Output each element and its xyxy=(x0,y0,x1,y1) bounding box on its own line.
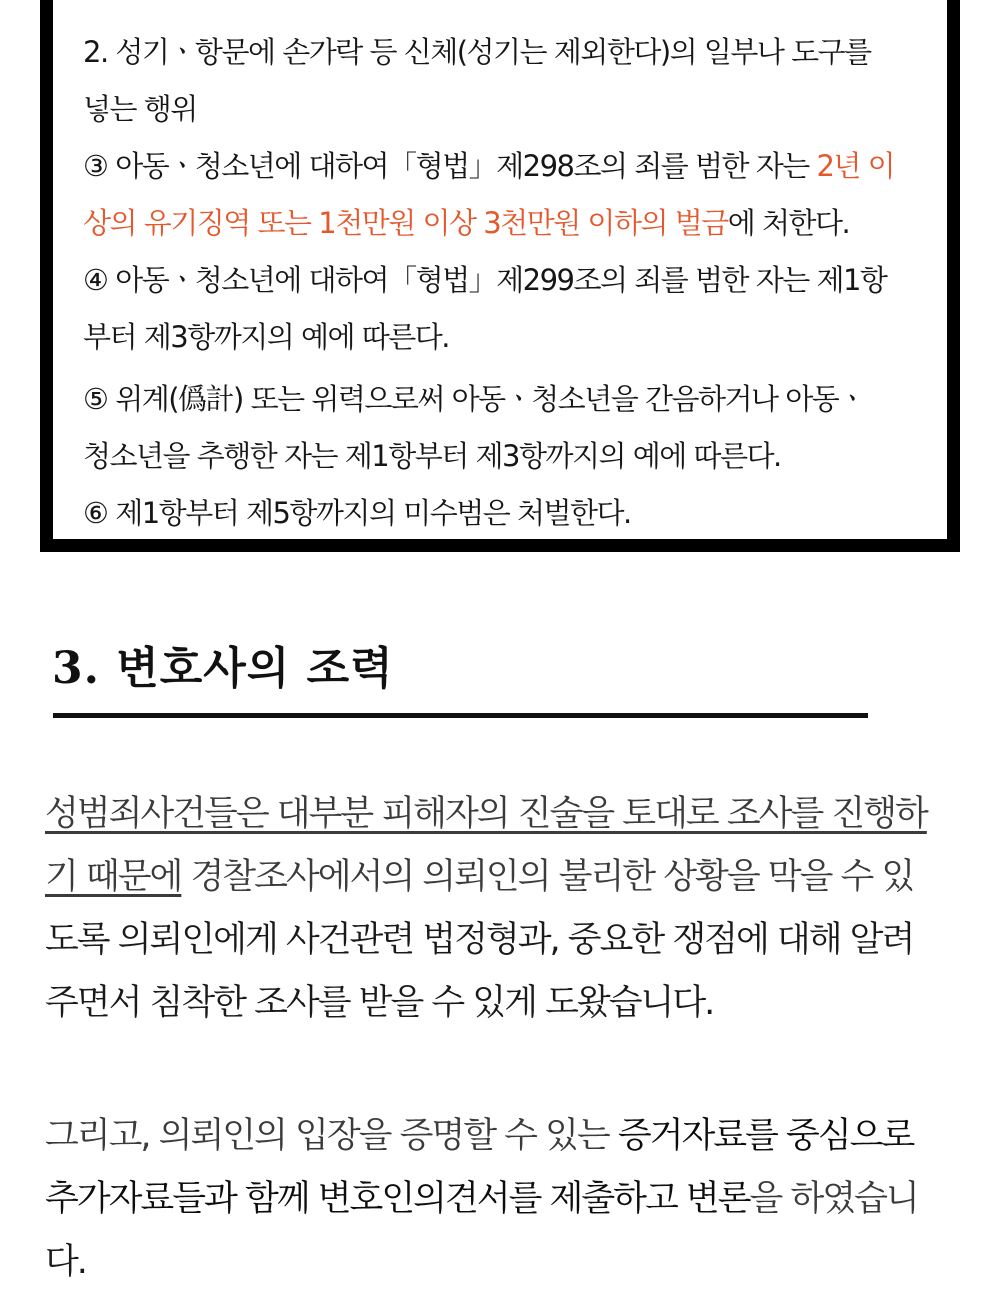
law-clause-4-line-1: ④ 아동ㆍ청소년에 대하여「형법」제299조의 죄를 범한 자는 제1항 xyxy=(83,263,887,297)
underlined-phrase-end: 기 때문에 xyxy=(45,857,182,897)
paragraph-1-text: 경찰조사에서의 의뢰인의 불리한 상황을 막을 수 있 xyxy=(181,857,914,897)
penalty-highlight: 상의 유기징역 또는 1천만원 이상 3천만원 이하의 벌금 xyxy=(83,206,728,240)
paragraph-2-line-3: 다. xyxy=(45,1242,86,1282)
section-divider xyxy=(53,713,868,718)
underlined-phrase: 성범죄사건들은 대부분 피해자의 진술을 토대로 조사를 진행하 xyxy=(45,794,927,834)
paragraph-2-line-1 xyxy=(45,1108,913,1158)
penalty-highlight-start: 2년 이 xyxy=(816,149,895,183)
paragraph-2-text: 그리고, 의뢰인의 입장을 증명할 수 있는 xyxy=(45,1116,618,1156)
paragraph-2-ending: 을 하였습니 xyxy=(749,1179,918,1219)
law-clause-2-line-2: 넣는 행위 xyxy=(83,92,197,126)
law-excerpt-box xyxy=(40,0,960,552)
paragraph-1-line-4: 주면서 침착한 조사를 받을 수 있게 도왔습니다. xyxy=(45,983,714,1023)
law-clause-2-line-1: 2. 성기ㆍ항문에 손가락 등 신체(성기는 제외한다)의 일부나 도구를 xyxy=(83,35,871,69)
paragraph-1-line-3: 도록 의뢰인에게 사건관련 법정형과, 중요한 쟁점에 대해 알려 xyxy=(45,920,914,960)
section-title: 3. 변호사의 조력 xyxy=(52,643,394,694)
law-clause-6: ⑥ 제1항부터 제5항까지의 미수범은 처벌한다. xyxy=(83,496,631,530)
paragraph-1-line-2 xyxy=(45,849,913,899)
law-clause-5-line-1: ⑤ 위계(僞計) 또는 위력으로써 아동ㆍ청소년을 간음하거나 아동ㆍ xyxy=(83,382,865,416)
paragraph-1-line-1 xyxy=(45,786,927,836)
paragraph-2-line-2 xyxy=(45,1171,918,1221)
law-clause-3-line-2 xyxy=(83,201,849,242)
law-clause-4-line-2: 부터 제3항까지의 예에 따른다. xyxy=(83,320,449,354)
paragraph-2-emphasis-cont: 추가자료들과 함께 변호인의견서를 제출하고 변론 xyxy=(45,1179,750,1219)
law-clause-3-text: ③ 아동ㆍ청소년에 대하여「형법」제298조의 죄를 범한 자는 xyxy=(83,149,817,183)
paragraph-2-emphasis: 증거자료를 중심으로 xyxy=(617,1116,914,1156)
law-clause-3-ending: 에 처한다. xyxy=(727,206,850,240)
law-clause-5-line-2: 청소년을 추행한 자는 제1항부터 제3항까지의 예에 따른다. xyxy=(83,439,781,473)
law-clause-3-line-1 xyxy=(83,144,894,185)
